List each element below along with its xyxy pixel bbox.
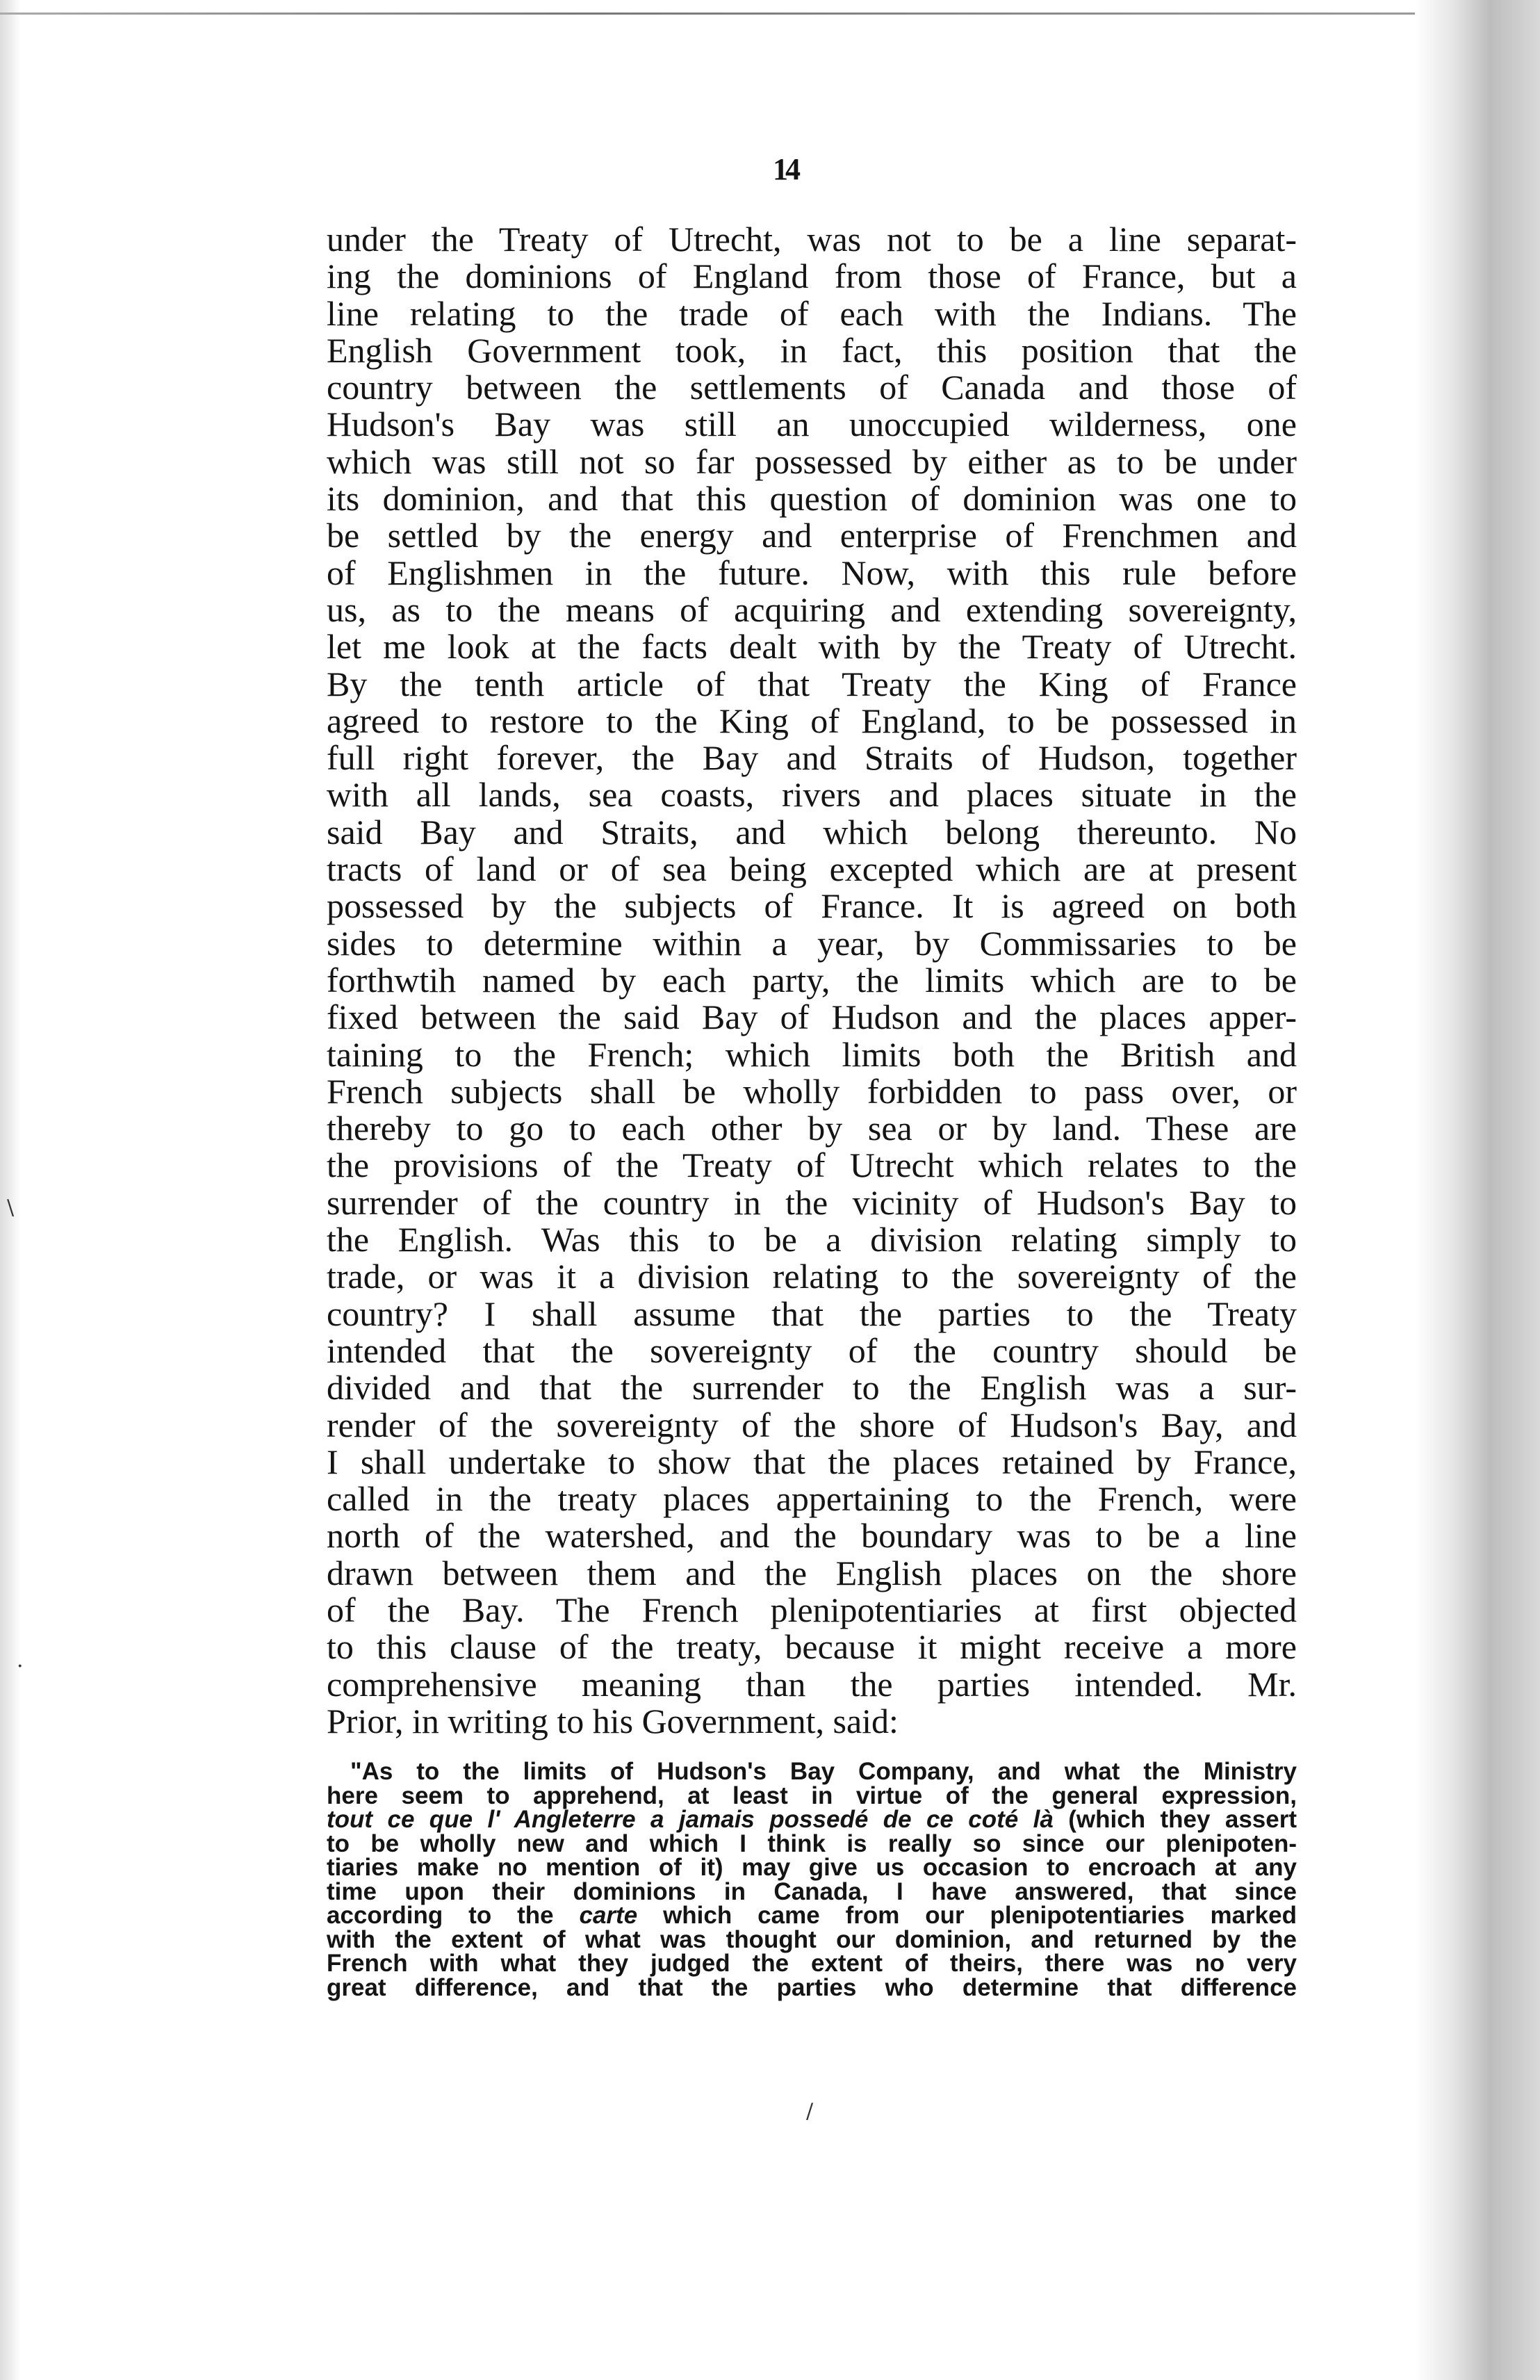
body-line: let me look at the facts dealt with by the Treaty of Utrecht. — [327, 627, 1297, 667]
quote-line: here seem to apprehend, at least in virtue of the general expression, — [327, 1782, 1297, 1809]
body-line: country between the settlements of Canada and those of — [327, 368, 1297, 407]
quote-line: tiaries make no mention of it) may give us occasion to encroach at any — [327, 1854, 1297, 1881]
body-line: said Bay and Straits, and which belong thereunto. No — [327, 812, 1297, 851]
body-line: country? I shall assume that the parties to the Treaty — [327, 1294, 1297, 1333]
quote-line: "As to the limits of Hudson's Bay Company, and what the Ministry — [350, 1758, 1297, 1785]
body-line: the English. Was this to be a division relating simply to — [327, 1220, 1297, 1260]
body-line: taining to the French; which limits both the British and — [327, 1034, 1297, 1074]
body-line: tracts of land or of sea being excepted which are at present — [327, 849, 1297, 889]
body-line: north of the watershed, and the boundary was to be a line — [327, 1516, 1297, 1556]
body-line: called in the treaty places appertaining to the French, were — [327, 1479, 1297, 1519]
quote-line: great difference, and that the parties who determine that difference — [327, 1973, 1297, 2001]
body-line: fixed between the said Bay of Hudson and the places apper- — [327, 997, 1297, 1037]
quote-line: French with what they judged the extent of theirs, there was no very — [327, 1950, 1297, 1977]
body-line: forthwtih named by each party, the limits which are to be — [327, 960, 1297, 1000]
body-line: divided and that the surrender to the English was a sur- — [327, 1368, 1297, 1408]
scan-speck: / — [806, 2099, 814, 2124]
body-line: French subjects shall be wholly forbidden to pass over, or — [327, 1071, 1297, 1111]
body-line: render of the sovereignty of the shore of Hudson's Bay, and — [327, 1405, 1297, 1444]
page-number: 14 — [773, 152, 798, 186]
quote-line: time upon their dominions in Canada, I have answered, that since — [327, 1877, 1297, 1905]
quote-line: to be wholly new and which I think is really so since our plenipoten- — [327, 1829, 1297, 1857]
body-line: the provisions of the Treaty of Utrecht which relates to the — [327, 1146, 1297, 1185]
body-line: be settled by the energy and enterprise of Frenchmen and — [327, 516, 1297, 555]
body-line: full right forever, the Bay and Straits of Hudson, together — [327, 738, 1297, 778]
quote-french-phrase: tout ce que l' Angleterre a jamais possedé de ce coté là — [327, 1806, 1054, 1833]
body-line: its dominion, and that this question of dominion was one to — [327, 479, 1297, 519]
body-line: line relating to the trade of each with the Indians. The — [327, 293, 1297, 333]
body-line: sides to determine within a year, by Commissaries to be — [327, 923, 1297, 963]
body-line: drawn between them and the English places on the shore — [327, 1553, 1297, 1592]
body-line: thereby to go to each other by sea or by land. These are — [327, 1109, 1297, 1148]
body-line: By the tenth article of that Treaty the King of France — [327, 664, 1297, 703]
body-line: under the Treaty of Utrecht, was not to be a line separat- — [327, 220, 1297, 259]
quote-line: with the extent of what was thought our dominion, and returned by the — [327, 1925, 1297, 1953]
page-left-edge — [0, 0, 21, 2380]
body-line: agreed to restore to the King of England, to be possessed in — [327, 701, 1297, 740]
body-line: comprehensive meaning than the parties intended. Mr. — [327, 1664, 1297, 1704]
body-line: with all lands, sea coasts, rivers and places situate in the — [327, 775, 1297, 815]
body-line: ing the dominions of England from those of France, but a — [327, 256, 1297, 296]
quote-italic-carte: carte — [579, 1902, 638, 1929]
body-line: I shall undertake to show that the places retained by France, — [327, 1442, 1297, 1481]
body-line: surrender of the country in the vicinity of Hudson's Bay to — [327, 1182, 1297, 1222]
quote-line: tout ce que l' Angleterre a jamais possedé de ce coté là (which they assert — [327, 1806, 1297, 1833]
quote-line: according to the carte which came from our plenipotentiaries marked — [327, 1902, 1297, 1929]
body-line: Hudson's Bay was still an unoccupied wilderness, one — [327, 405, 1297, 444]
scan-top-rule — [0, 13, 1418, 15]
block-quote — [327, 1760, 1297, 2000]
body-line: us, as to the means of acquiring and extending sovereignty, — [327, 589, 1297, 629]
body-line: which was still not so far possessed by either as to be under — [327, 441, 1297, 481]
body-line: of Englishmen in the future. Now, with this rule before — [327, 553, 1297, 592]
margin-speck: · — [17, 1654, 24, 1679]
body-line: of the Bay. The French plenipotentiaries at first objected — [327, 1590, 1297, 1629]
body-text — [327, 221, 1297, 1740]
body-line: Prior, in writing to his Government, said: — [327, 1701, 899, 1741]
page-fold-shadow — [1415, 0, 1540, 2380]
body-line: trade, or was it a division relating to the sovereignty of the — [327, 1257, 1297, 1296]
body-line: intended that the sovereignty of the country should be — [327, 1330, 1297, 1370]
margin-speck: \ — [7, 1196, 15, 1220]
body-line: to this clause of the treaty, because it might receive a more — [327, 1627, 1297, 1667]
body-line: English Government took, in fact, this position that the — [327, 330, 1297, 370]
body-line: possessed by the subjects of France. It is agreed on both — [327, 886, 1297, 926]
